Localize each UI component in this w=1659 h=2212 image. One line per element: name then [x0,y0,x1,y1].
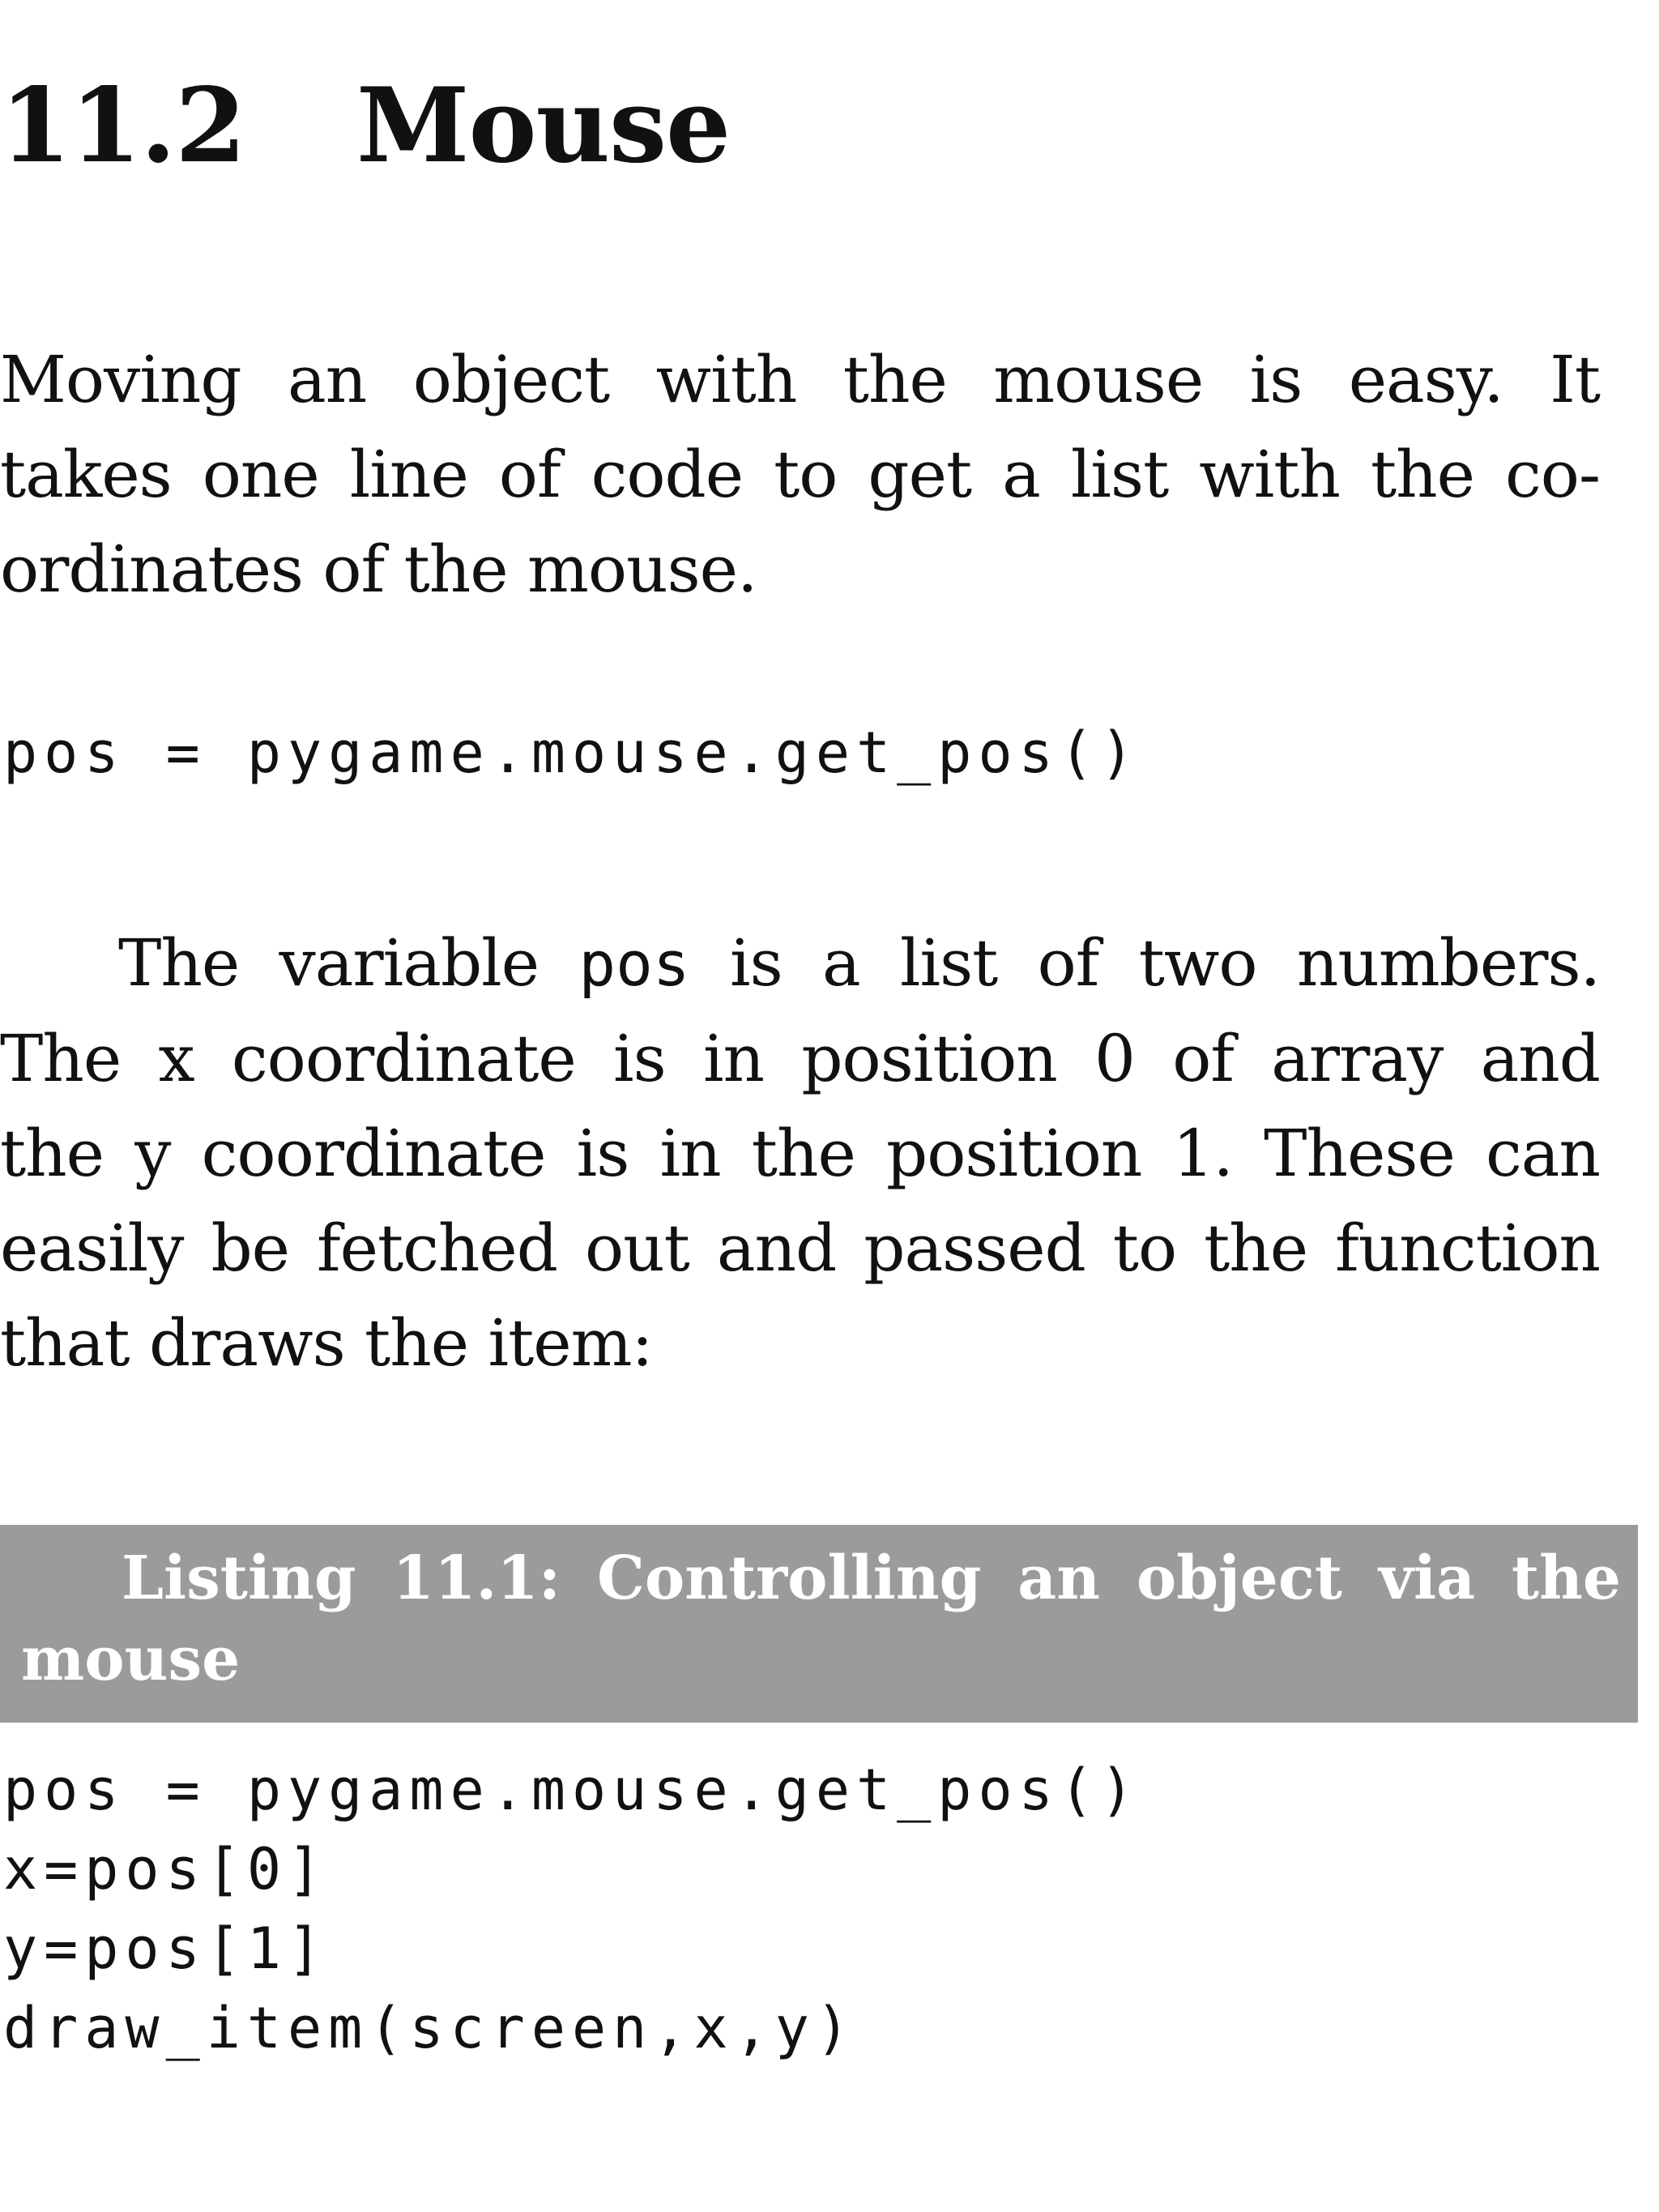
body-line-4: easily be fetched out and passed to the function [0,1211,1600,1286]
section-heading [0,65,730,186]
body-paragraph [0,916,1600,1390]
listing-caption-box [0,1525,1638,1723]
code-snippet-get-pos: pos = pygame.mouse.get_pos() [3,720,1141,786]
intro-line-3: ordinates of the mouse. [0,532,757,607]
listing-caption-line-1: Listing 11.1: Controlling an object via the [122,1544,1621,1613]
intro-line-2: takes one line of code to get a list with the co- [0,437,1600,512]
intro-paragraph [0,332,1600,617]
body-line-3: the y coordinate is in the position 1. These can [0,1116,1600,1191]
body-line-1 [0,916,1600,1011]
body-line-1-before: The variable [118,925,579,1001]
section-title: Mouse [356,66,731,186]
body-line-1-after: is a list of two numbers. [689,925,1600,1001]
body-line-2: The x coordinate is in position 0 of array and [0,1021,1600,1096]
listing-code: pos = pygame.mouse.get_pos() x=pos[0] y=pos[1] draw_item(screen,x,y) [3,1757,1141,2061]
listing-caption [21,1538,1621,1700]
listing-caption-line-2: mouse [21,1625,241,1694]
body-line-5: that draws the item: [0,1305,653,1381]
section-number: 11.2 [0,66,245,186]
intro-line-1: Moving an object with the mouse is easy. It [0,342,1600,417]
inline-code-pos: pos [578,928,690,1000]
